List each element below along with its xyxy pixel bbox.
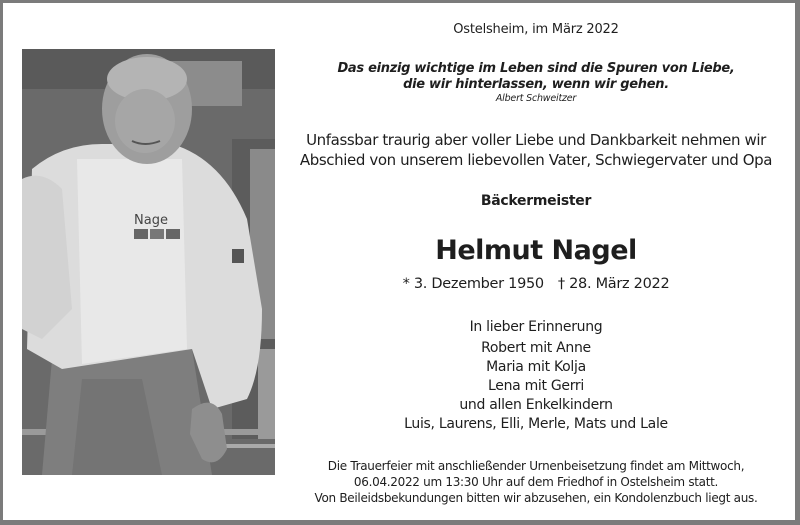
ceremony-line: Von Beileidsbekundungen bitten wir abzusehen, ein Kondolenzbuch liegt aus. <box>314 491 758 505</box>
birth-date: * 3. Dezember 1950 <box>402 276 544 292</box>
intro-line: Unfassbar traurig aber voller Liebe und Dankbarkeit nehmen wir <box>306 131 766 149</box>
quote-line: die wir hinterlassen, wenn wir gehen. <box>403 77 669 92</box>
mourner-line: Maria mit Kolja <box>486 359 586 375</box>
life-dates <box>283 276 789 292</box>
quote-line: Das einzig wichtige im Leben sind die Spuren von Liebe, <box>337 61 735 76</box>
intro-line: Abschied von unserem liebevollen Vater, Schwiegervater und Opa <box>299 151 773 169</box>
quote-author: Albert Schweitzer <box>495 93 577 104</box>
portrait-photo <box>22 49 275 475</box>
portrait-image <box>22 49 275 475</box>
ceremony-info <box>283 458 789 506</box>
mourners-list <box>283 318 789 434</box>
mourner-line: Robert mit Anne <box>481 340 591 356</box>
svg-text:Nage: Nage <box>134 213 168 228</box>
profession: Bäckermeister <box>480 193 592 209</box>
intro-text <box>283 130 789 170</box>
mourner-line: und allen Enkelkindern <box>459 397 613 413</box>
obituary-notice <box>3 3 795 520</box>
mourners-heading: In lieber Erinnerung <box>469 319 603 335</box>
ceremony-line: 06.04.2022 um 13:30 Uhr auf dem Friedhof in Ostelsheim statt. <box>353 475 719 489</box>
place-date: Ostelsheim, im März 2022 <box>453 22 619 37</box>
mourner-line: Lena mit Gerri <box>488 378 584 394</box>
ceremony-line: Die Trauerfeier mit anschließender Urnenbeisetzung findet am Mittwoch, <box>327 459 745 473</box>
quote <box>283 61 789 93</box>
mourner-line: Luis, Laurens, Elli, Merle, Mats und Lale <box>404 416 668 432</box>
deceased-name: Helmut Nagel <box>435 235 637 266</box>
death-date: † 28. März 2022 <box>557 276 670 292</box>
